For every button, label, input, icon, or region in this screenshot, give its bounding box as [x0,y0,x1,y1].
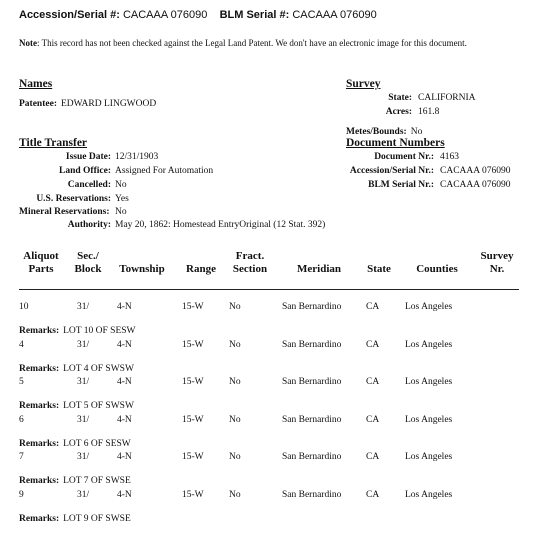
cell-township: 4-N [117,302,132,312]
title-transfer-heading: Title Transfer [19,137,88,149]
cell-state: CA [366,452,380,462]
patentee-row [19,93,156,111]
cell-meridian: San Bernardino [282,340,342,350]
remarks-row [19,433,131,451]
cell-aliquot: 10 [19,302,29,312]
col-header-meridian: Meridian [297,263,341,275]
cell-range: 15-W [182,415,204,425]
remarks-value: LOT 4 OF SWSW [63,364,134,374]
accession-value: CACAAA 076090 [122,9,208,21]
cell-aliquot: 4 [19,340,24,350]
cell-range: 15-W [182,377,204,387]
blm-serial-label: BLM Serial #: [219,9,290,21]
cell-aliquot: 6 [19,415,24,425]
cell-range: 15-W [182,452,204,462]
remarks-row [19,358,134,376]
remarks-value: LOT 9 OF SWSE [63,514,131,524]
cell-fract-section: No [229,377,241,387]
remarks-value: LOT 10 OF SESW [63,326,136,336]
names-heading: Names [19,78,53,90]
cell-fract-section: No [229,340,241,350]
cell-meridian: San Bernardino [282,302,342,312]
remarks-row [19,470,131,488]
cancelled-value: No [115,180,127,190]
remarks-label: Remarks: [19,476,60,486]
col-header-aliquot: Aliquot Parts [23,250,59,275]
col-header-range: Range [186,263,216,275]
accession-nr-value: CACAAA 076090 [440,166,511,176]
accession-label: Accession/Serial #: [19,9,120,21]
document-nr-value: 4163 [440,152,459,162]
note-text: : This record has not been checked against the Legal Land Patent. We don't have an electronic image for this document. [37,38,467,48]
col-header-township: Township [119,263,165,275]
cell-meridian: San Bernardino [282,377,342,387]
cell-township: 4-N [117,340,132,350]
blm-serial-nr-value: CACAAA 076090 [440,180,511,190]
cell-sec-block: 31/ [77,452,90,462]
remarks-row [19,395,134,413]
cell-sec-block: 31/ [77,415,90,425]
survey-state-value: CALIFORNIA [418,93,476,103]
accession-nr-label: Accession/Serial Nr.: [349,166,434,176]
cell-township: 4-N [117,452,132,462]
cell-county: Los Angeles [405,415,453,425]
remarks-value: LOT 6 OF SESW [63,439,131,449]
cell-sec-block: 31/ [77,340,90,350]
land-office-label: Land Office: [59,166,111,176]
note-label: Note [19,38,37,48]
remarks-value: LOT 7 OF SWSE [63,476,131,486]
cell-state: CA [366,377,380,387]
cell-aliquot: 9 [19,490,24,500]
mineral-reservations-label: Mineral Reservations: [19,207,110,217]
cell-county: Los Angeles [405,377,453,387]
cell-range: 15-W [182,302,204,312]
issue-date-label: Issue Date: [65,152,111,162]
cell-state: CA [366,490,380,500]
remarks-label: Remarks: [19,326,60,336]
authority-value: May 20, 1862: Homestead EntryOriginal (12 Stat. 392) [115,220,326,230]
col-header-state: State [367,263,391,275]
cell-aliquot: 7 [19,452,24,462]
cell-fract-section: No [229,452,241,462]
cell-fract-section: No [229,415,241,425]
cell-sec-block: 31/ [77,490,90,500]
us-reservations-label: U.S. Reservations: [36,194,111,204]
cell-township: 4-N [117,377,132,387]
mineral-reservations-value: No [115,207,127,217]
cell-county: Los Angeles [405,452,453,462]
cell-aliquot: 5 [19,377,24,387]
cell-range: 15-W [182,340,204,350]
remarks-label: Remarks: [19,401,60,411]
remarks-value: LOT 5 OF SWSW [63,401,134,411]
col-header-survey-nr: Survey Nr. [480,250,514,275]
col-header-fract-section: Fract. Section [232,250,268,275]
cell-range: 15-W [182,490,204,500]
col-header-counties: Counties [416,263,458,275]
cell-township: 4-N [117,415,132,425]
table-header-rule [19,289,519,290]
land-office-value: Assigned For Automation [115,166,214,176]
survey-acres-value: 161.8 [418,107,440,117]
remarks-label: Remarks: [19,514,60,524]
remarks-label: Remarks: [19,364,60,374]
cell-county: Los Angeles [405,302,453,312]
remarks-row [19,320,136,338]
note-line [19,38,467,48]
cell-meridian: San Bernardino [282,415,342,425]
cell-sec-block: 31/ [77,377,90,387]
us-reservations-value: Yes [115,194,129,204]
authority-label: Authority: [67,220,111,230]
accession-header [19,9,377,21]
issue-date-value: 12/31/1903 [115,152,159,162]
blm-serial-nr-label: BLM Serial Nr.: [368,180,434,190]
survey-state-label: State: [388,93,412,103]
survey-acres-label: Acres: [385,107,412,117]
cell-meridian: San Bernardino [282,452,342,462]
survey-heading: Survey [346,78,381,90]
cell-sec-block: 31/ [77,302,90,312]
remarks-label: Remarks: [19,439,60,449]
cell-state: CA [366,302,380,312]
document-nr-label: Document Nr.: [374,152,434,162]
patentee-label: Patentee: [19,99,57,109]
survey-metes-value: No [410,127,423,137]
cell-meridian: San Bernardino [282,490,342,500]
cell-county: Los Angeles [405,340,453,350]
document-numbers-heading: Document Numbers [346,137,445,149]
patentee-value: EDWARD LINGWOOD [60,99,157,109]
remarks-row [19,508,131,526]
cell-state: CA [366,415,380,425]
cell-fract-section: No [229,490,241,500]
cancelled-label: Cancelled: [67,180,111,190]
col-header-sec-block: Sec./ Block [74,250,102,275]
cell-county: Los Angeles [405,490,453,500]
cell-township: 4-N [117,490,132,500]
cell-fract-section: No [229,302,241,312]
survey-metes-label: Metes/Bounds: [346,127,407,137]
blm-serial-value: CACAAA 076090 [292,9,377,21]
cell-state: CA [366,340,380,350]
